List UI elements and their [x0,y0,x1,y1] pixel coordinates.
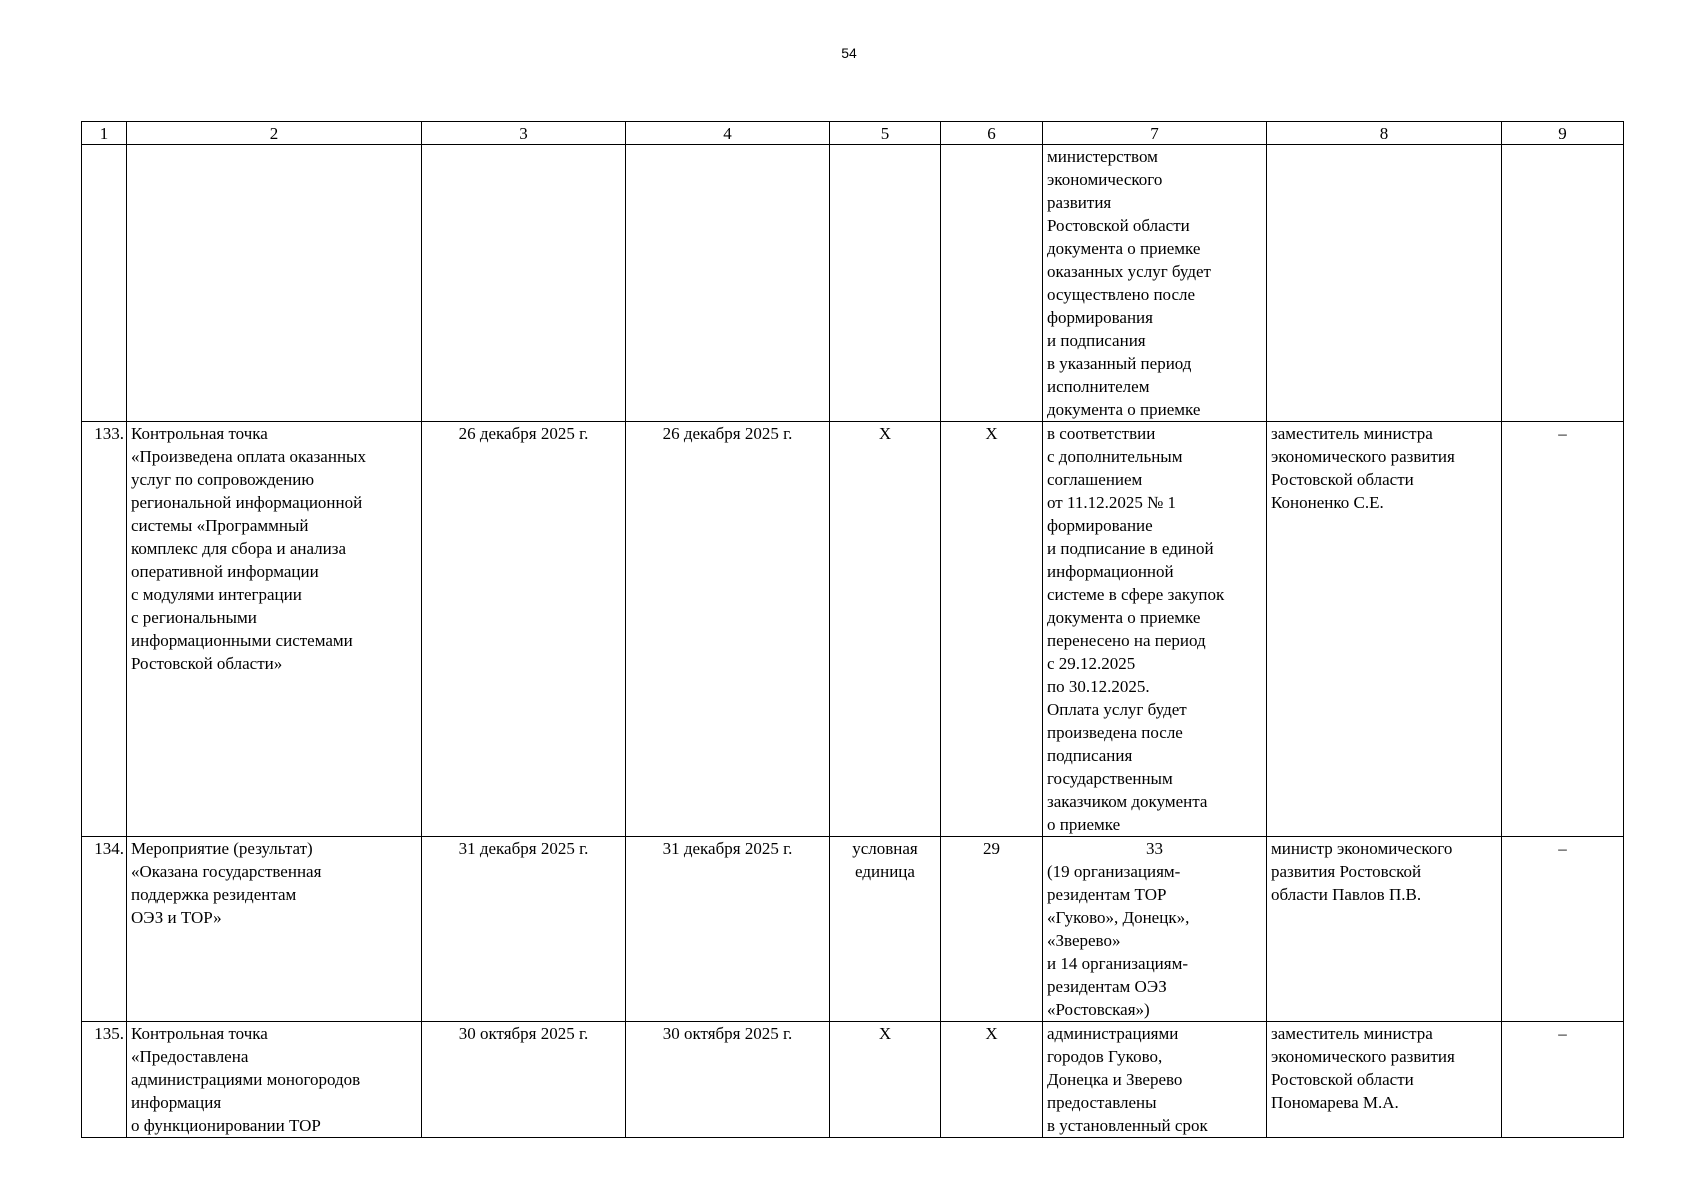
status-text: (19 организациям- резидентам ТОР «Гуково», Донецк», «Зверево» и 14 организациям- резидентам ОЭЗ «Ростовская») [1047,862,1190,1019]
responsible-person: министр экономического развития Ростовской области Павлов П.В. [1267,837,1502,1022]
responsible-person: заместитель министра экономического развития Ростовской области Кононенко С.Е. [1267,422,1502,837]
column-header: 9 [1502,122,1624,145]
table-row [82,145,1624,422]
note: – [1502,422,1624,837]
item-name: Контрольная точка «Произведена оплата оказанных услуг по сопровождению региональной информационной системы «Программный комплекс для сбора и анализа оперативной информации с модулями интеграции с региональными информационными системами Ростовской области» [127,422,422,837]
status-text: в соответствии с дополнительным соглашением от 11.12.2025 № 1 формирование и подписание в единой информационной системе в сфере закупок документа о приемке перенесено на период с 29.12.2025 по 30.12.2025. Оплата услуг будет произведена после подписания государственным заказчиком документа о приемке [1043,422,1267,837]
planned-value [941,145,1043,422]
planned-date [422,145,626,422]
column-header: 4 [626,122,830,145]
actual-date: 30 октября 2025 г. [626,1022,830,1138]
item-name: Контрольная точка «Предоставлена администрациями моногородов информация о функционировании ТОР [127,1022,422,1138]
table-row [82,422,1624,837]
actual-value: 33 [1146,839,1163,858]
planned-value: X [941,1022,1043,1138]
responsible-person: заместитель министра экономического развития Ростовской области Пономарева М.А. [1267,1022,1502,1138]
unit: X [830,422,941,837]
planned-date: 31 декабря 2025 г. [422,837,626,1022]
status-cell [1043,837,1267,1022]
planned-date: 26 декабря 2025 г. [422,422,626,837]
actual-date: 31 декабря 2025 г. [626,837,830,1022]
table-row [82,1022,1624,1138]
column-header: 1 [82,122,127,145]
row-number [82,145,127,422]
column-header: 7 [1043,122,1267,145]
column-header: 5 [830,122,941,145]
status-text: министерством экономического развития Ростовской области документа о приемке оказанных услуг будет осуществлено после формирования и подписания в указанный период исполнителем документа о приемке [1043,145,1267,422]
column-header: 2 [127,122,422,145]
item-name [127,145,422,422]
note: – [1502,1022,1624,1138]
note: – [1502,837,1624,1022]
column-header: 8 [1267,122,1502,145]
row-number: 134. [82,837,127,1022]
status-text: администрациями городов Гуково, Донецка и Зверево предоставлены в установленный срок [1043,1022,1267,1138]
table-header-row [82,122,1624,145]
item-name: Мероприятие (результат) «Оказана государственная поддержка резидентам ОЭЗ и ТОР» [127,837,422,1022]
planned-value: X [941,422,1043,837]
column-header: 3 [422,122,626,145]
unit: условная единица [830,837,941,1022]
actual-date [626,145,830,422]
note [1502,145,1624,422]
page-number: 54 [841,45,857,61]
report-table [81,121,1624,1138]
planned-value: 29 [941,837,1043,1022]
column-header: 6 [941,122,1043,145]
unit [830,145,941,422]
actual-date: 26 декабря 2025 г. [626,422,830,837]
table-row [82,837,1624,1022]
row-number: 135. [82,1022,127,1138]
unit: X [830,1022,941,1138]
row-number: 133. [82,422,127,837]
responsible-person [1267,145,1502,422]
planned-date: 30 октября 2025 г. [422,1022,626,1138]
